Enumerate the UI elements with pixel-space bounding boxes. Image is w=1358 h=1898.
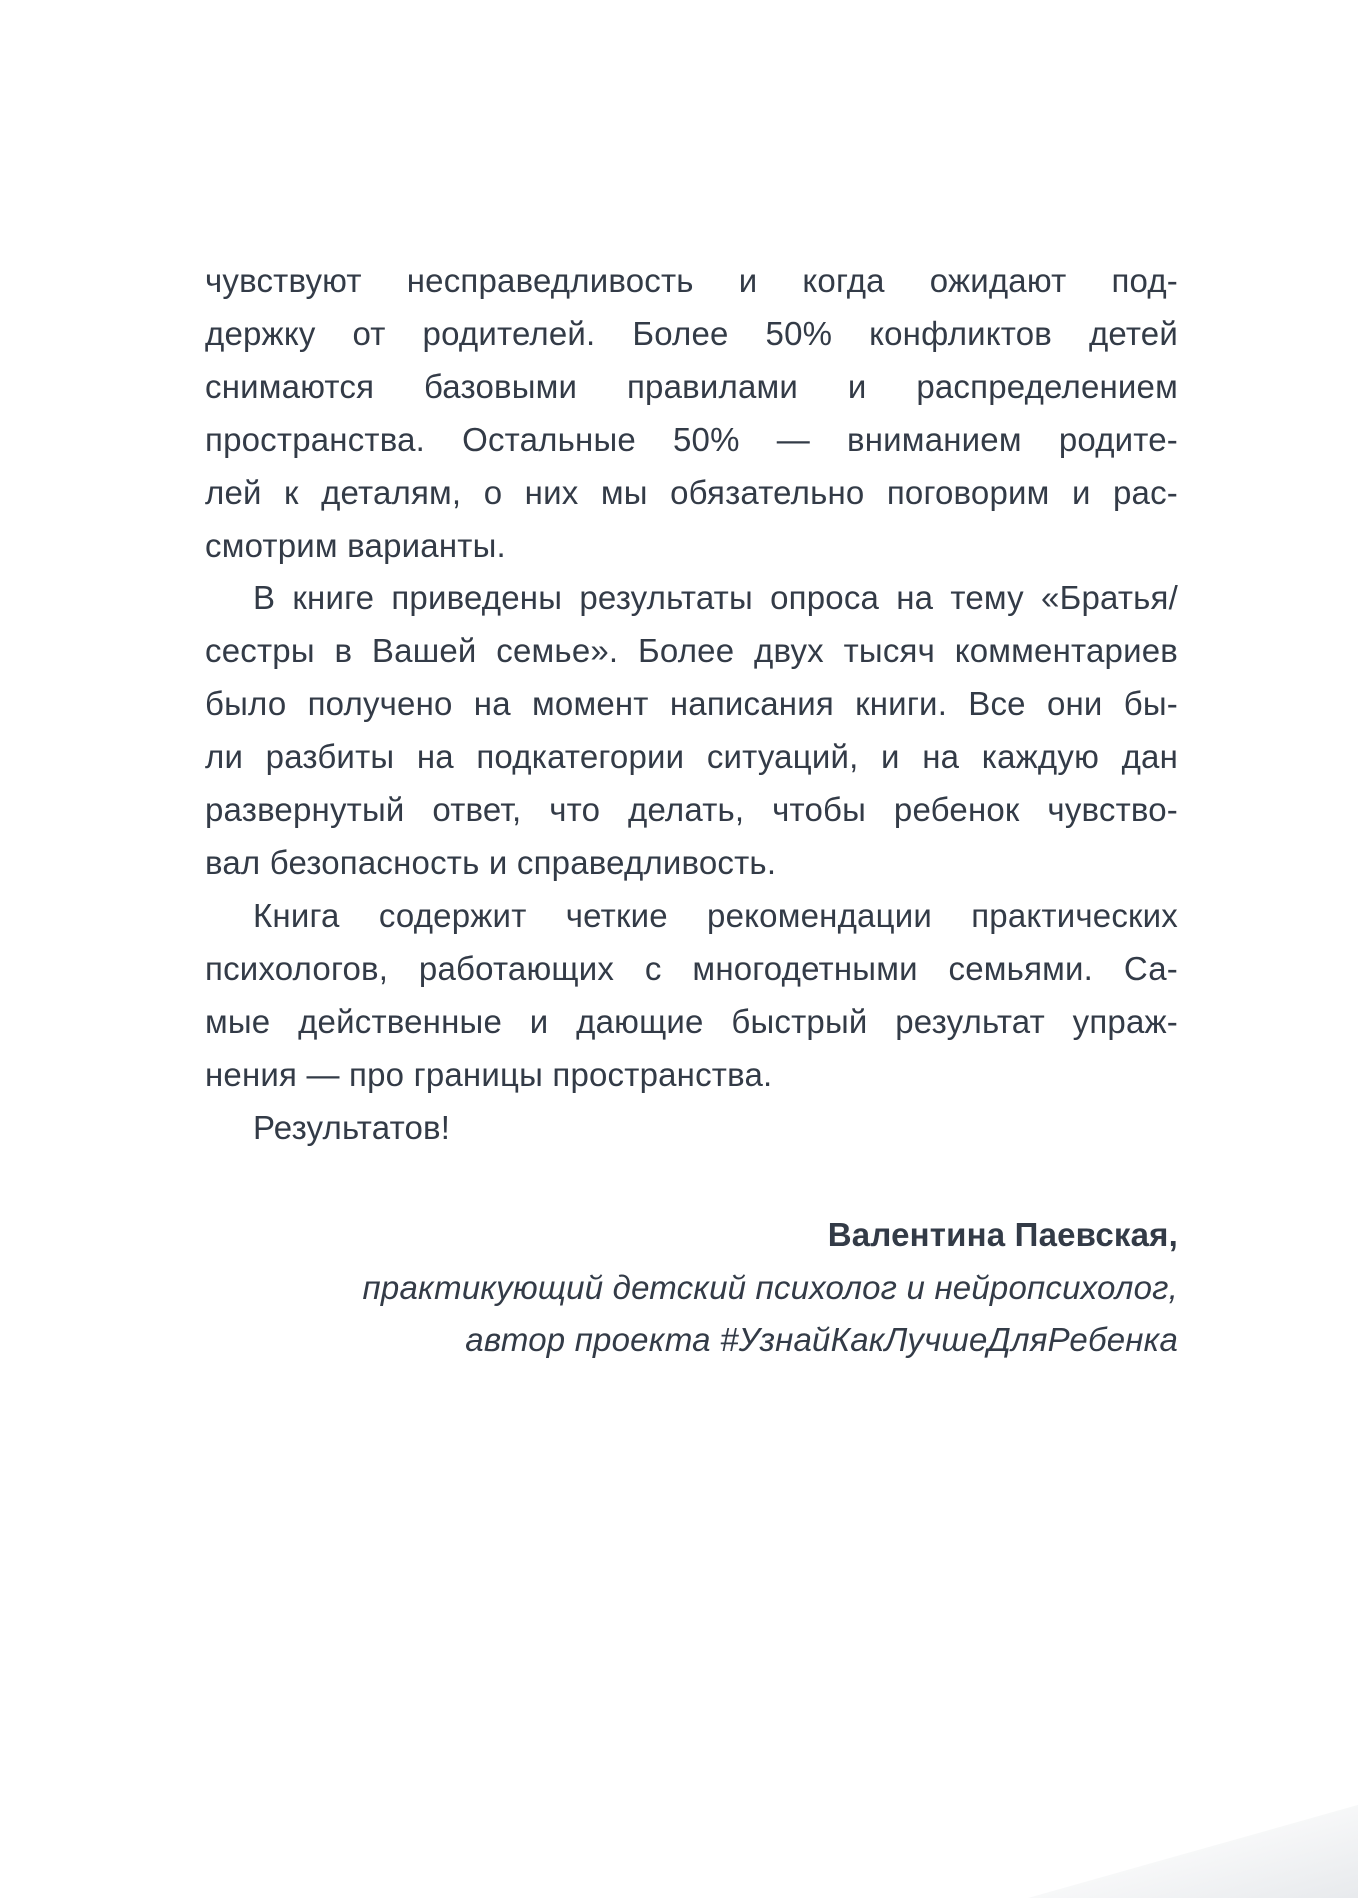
text-line: В книге приведены результаты опроса на тему «Братья/ — [253, 579, 1178, 617]
author-signature — [205, 1209, 1178, 1367]
author-project: автор проекта #УзнайКакЛучшеДляРебенка — [465, 1321, 1178, 1359]
paragraph — [205, 1102, 1178, 1155]
text-line: снимаются базовыми правилами и распределением — [205, 367, 1178, 405]
text-line: сестры в Вашей семье». Более двух тысяч комментариев — [205, 632, 1178, 670]
paragraph — [205, 255, 1178, 572]
text-line: психологов, работающих с многодетными семьями. Са- — [205, 949, 1178, 987]
text-line: чувствуют несправедливость и когда ожидают под- — [205, 262, 1178, 299]
text-line: нения — про границы пространства. — [205, 1055, 773, 1093]
text-line: Результатов! — [253, 1108, 451, 1146]
text-line: ли разбиты на подкатегории ситуаций, и на каждую дан — [205, 738, 1178, 776]
paragraph — [205, 890, 1178, 1102]
text-line: развернутый ответ, что делать, чтобы ребенок чувство- — [205, 791, 1178, 829]
paragraph — [205, 572, 1178, 889]
text-line: смотрим варианты. — [205, 526, 506, 564]
text-line: было получено на момент написания книги. Все они бы- — [205, 685, 1178, 723]
text-line: лей к деталям, о них мы обязательно поговорим и рас- — [205, 473, 1178, 511]
text-line: мые действенные и дающие быстрый результат упраж- — [205, 1002, 1178, 1040]
author-role: практикующий детский психолог и нейропсихолог, — [362, 1268, 1178, 1306]
author-name: Валентина Паевская, — [827, 1216, 1178, 1253]
text-line: держку от родителей. Более 50% конфликтов детей — [205, 314, 1178, 352]
page-curl-shadow — [1028, 1803, 1358, 1898]
body-text — [205, 255, 1178, 1154]
text-line: пространства. Остальные 50% — вниманием родите- — [205, 420, 1178, 458]
text-line: вал безопасность и справедливость. — [205, 843, 777, 881]
text-line: Книга содержит четкие рекомендации практических — [253, 896, 1178, 934]
